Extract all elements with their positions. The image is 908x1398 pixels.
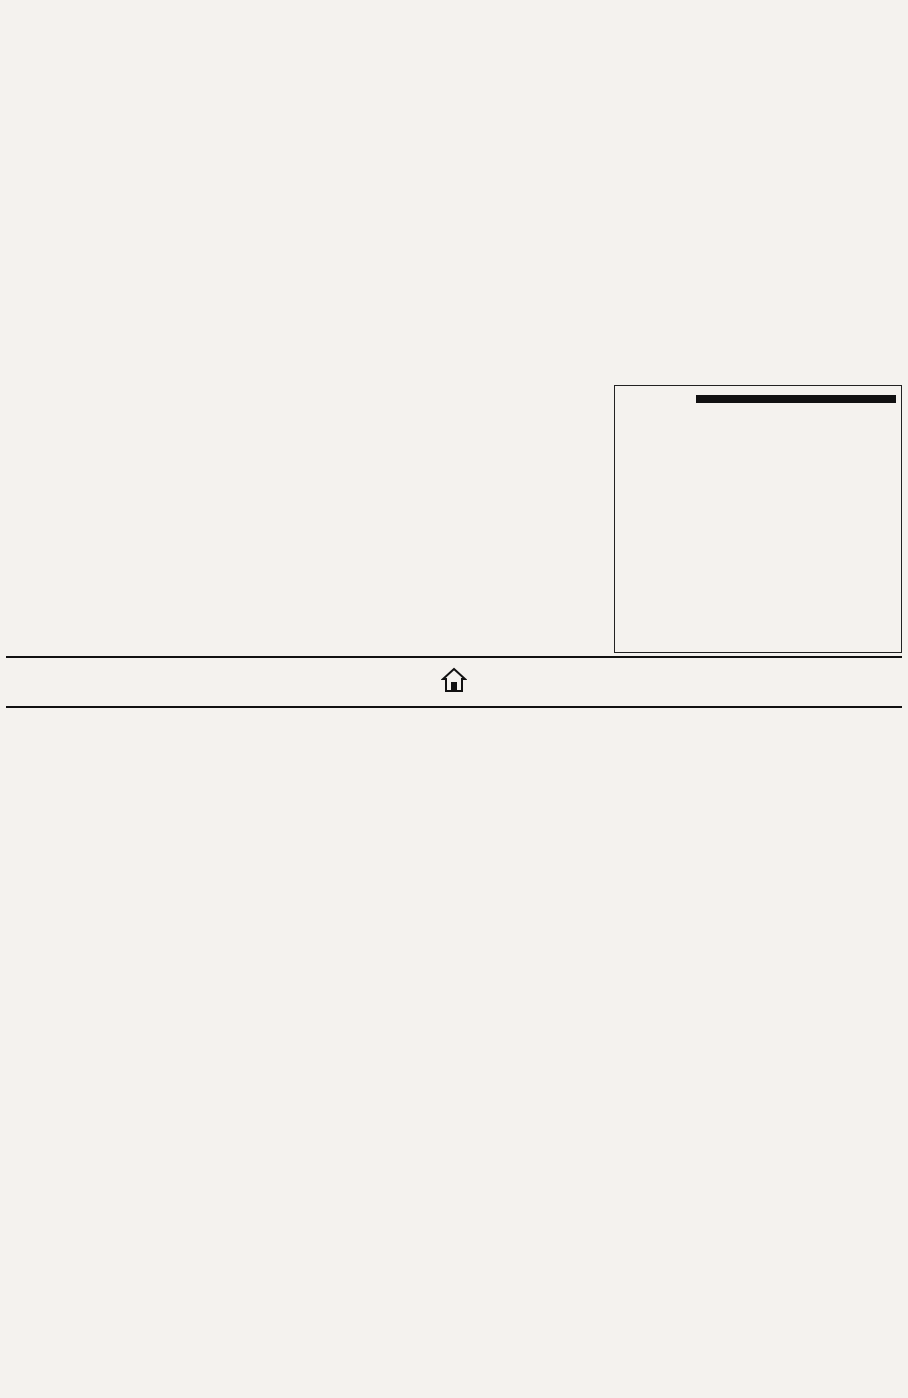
banner-title <box>6 658 902 698</box>
bilingual-secretary-ad <box>614 385 902 653</box>
service-guide-section <box>6 710 902 1394</box>
page-header <box>8 4 900 18</box>
house-icon <box>441 667 467 693</box>
manufacturers-bank-logo <box>696 395 896 403</box>
home-service-guide-banner <box>6 656 902 708</box>
